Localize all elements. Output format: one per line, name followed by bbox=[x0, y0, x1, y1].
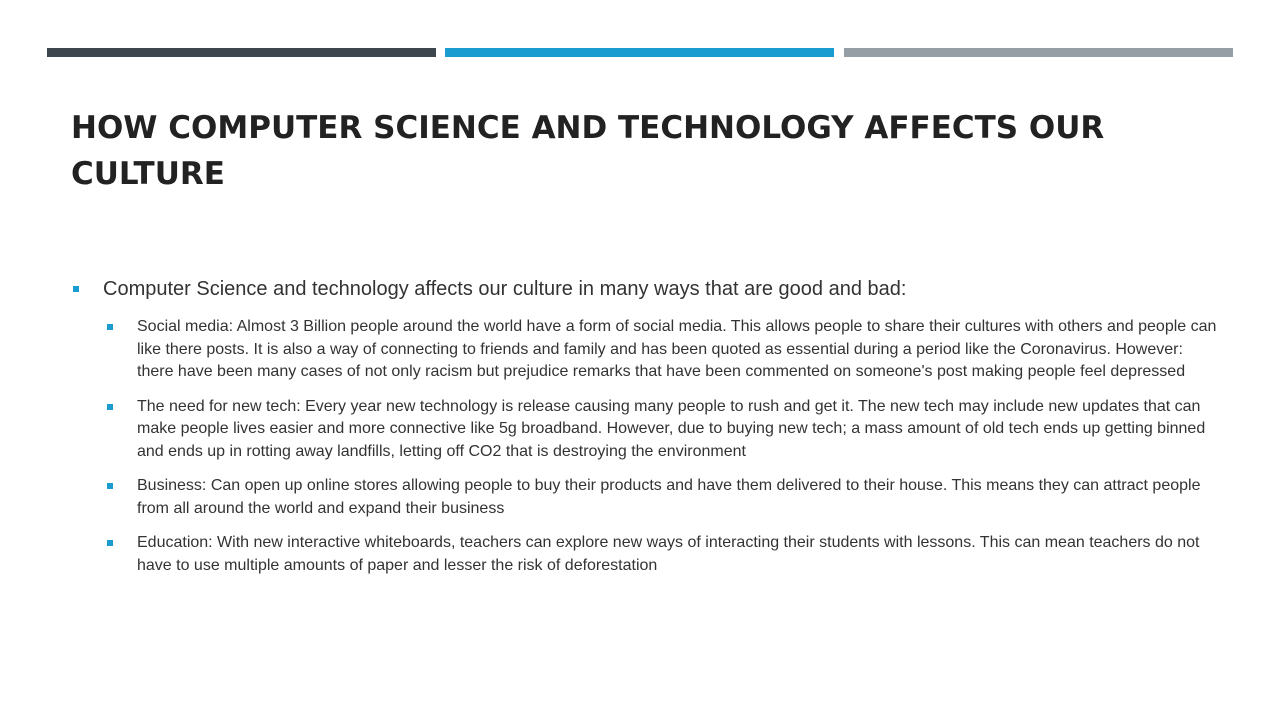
sub-bullet-new-tech bbox=[70, 396, 1220, 464]
main-bullet-text: Computer Science and technology affects our culture in many ways that are good and bad: bbox=[103, 278, 907, 300]
main-bullet-point bbox=[70, 276, 1220, 302]
sub-bullet-business bbox=[70, 475, 1220, 520]
sub-bullet-text: Education: With new interactive whiteboards, teachers can explore new ways of interacting their students with lessons. This can mean teachers do not have to use multiple amounts of paper and lesser the risk of deforestation bbox=[137, 534, 1200, 574]
square-bullet-icon bbox=[107, 483, 113, 489]
square-bullet-icon bbox=[107, 324, 113, 330]
sub-bullet-text: The need for new tech: Every year new technology is release causing many people to rush and get it. The new tech may include new updates that can make people lives easier and more connective like 5g broadband. However, due to buying new tech; a mass amount of old tech ends up getting binned and ends up in rotting away landfills, letting off CO2 that is destroying the environment bbox=[137, 397, 1206, 460]
sub-bullet-text: Business: Can open up online stores allowing people to buy their products and have them delivered to their house. This means they can attract people from all around the world and expand their business bbox=[137, 477, 1201, 517]
slide-title: HOW COMPUTER SCIENCE AND TECHNOLOGY AFFECTS OUR CULTURE bbox=[71, 110, 1105, 192]
accent-bar-gray bbox=[844, 48, 1233, 57]
slide-content bbox=[70, 276, 1220, 589]
square-bullet-icon bbox=[107, 404, 113, 410]
accent-bar-blue bbox=[445, 48, 834, 57]
sub-bullet-text: Social media: Almost 3 Billion people around the world have a form of social media. This allows people to share their cultures with others and people can like there posts. It is also a way of connecting to friends and family and has been quoted as essential during a period like the Coronavirus. However: there have been many cases of not only racism but prejudice remarks that have been commented on someone's post making people feel depressed bbox=[137, 318, 1217, 380]
square-bullet-icon bbox=[73, 286, 79, 292]
sub-bullet-education bbox=[70, 532, 1220, 577]
sub-bullet-list bbox=[70, 316, 1220, 577]
accent-bar-dark bbox=[47, 48, 436, 57]
sub-bullet-social-media bbox=[70, 316, 1220, 384]
square-bullet-icon bbox=[107, 540, 113, 546]
